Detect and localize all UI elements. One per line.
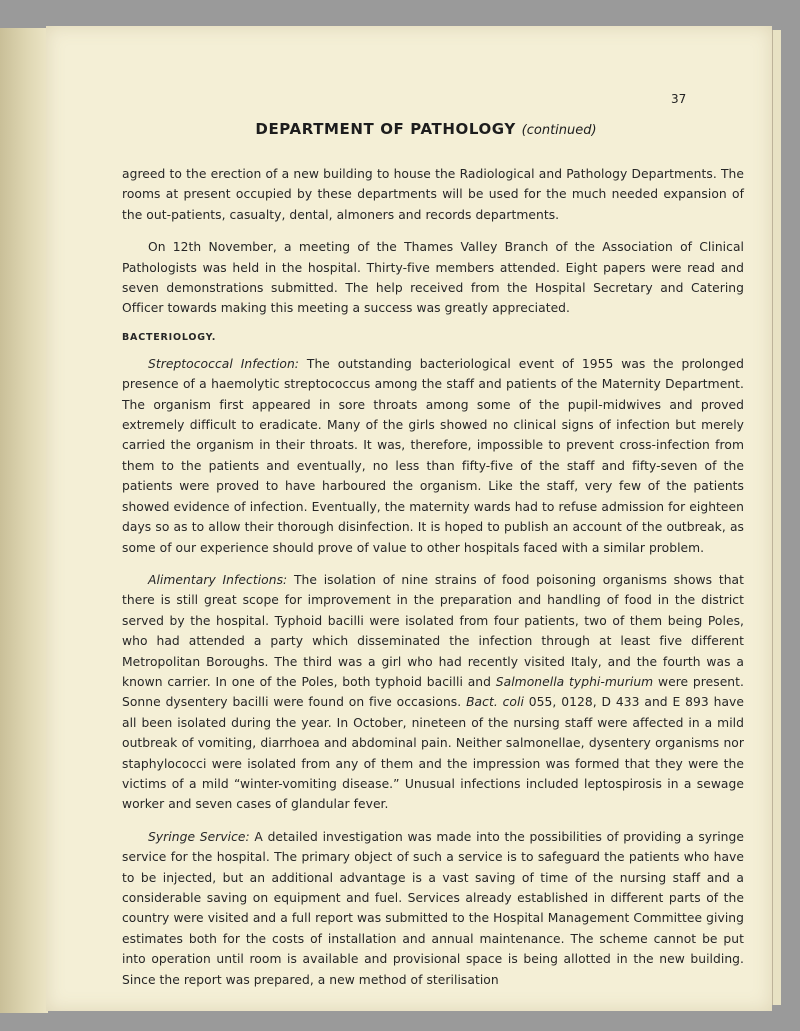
subheading-syringe: Syringe Service:	[148, 829, 250, 844]
alimentary-species: Salmonella typhi-murium	[495, 674, 654, 689]
body-text	[122, 164, 744, 1002]
page-number: 37	[671, 92, 687, 106]
alimentary-text-3: 055, 0128, D 433 and E 893 have all been isolated during the year. In October, nineteen of the nursing staff were affected in a mild outbreak of vomiting, diarrhoea and abdominal pain. Neither salmonellae, dysentery organisms nor staphylococci were isolated from any of them and the impression was formed that they were the victims of a mild “winter-vomiting disease.” Unusual infections included leptospirosis in a sewage worker and seven cases of glandular fever.	[122, 695, 744, 812]
paragraph-meeting: On 12th November, a meeting of the Thames Valley Branch of the Association of Clinical Pathologists was held in the hospital. Thirty-five members attended. Eight papers were read and seven demonstrations submitted. The help received from the Hospital Secretary and Catering Officer towards making this meeting a success was greatly appreciated.	[122, 240, 744, 316]
syringe-text: A detailed investigation was made into the possibilities of providing a syringe service for the hospital. The primary object of such a service is to safeguard the patients who have to be injected, but an additional advantage is a vast saving of time of the nursing staff and a considerable saving on equipment and fuel. Services already established in different parts of the country were visited and a full report was submitted to the Hospital Management Committee giving estimates both for the costs of installation and annual maintenance. The scheme cannot be put into operation until room is available and provisional space is being allotted in the new building. Since the report was prepared, a new method of sterilisation	[122, 829, 744, 987]
paragraph-streptococcal	[122, 354, 744, 558]
page-edge	[772, 30, 781, 1005]
paragraph-building: agreed to the erection of a new building to house the Radiological and Pathology Departments. The rooms at present occupied by these departments will be used for the much needed expansion of the out-patients, casualty, dental, almoners and records departments.	[122, 167, 744, 222]
alimentary-bact: Bact. coli	[466, 695, 524, 710]
book-spine-shadow	[0, 28, 48, 1013]
section-bacteriology: BACTERIOLOGY.	[122, 331, 217, 343]
document-page	[46, 26, 772, 1011]
page-heading	[46, 120, 772, 138]
alimentary-text-2: were present. Sonne dysentery bacilli were found on five occasions.	[122, 674, 744, 710]
alimentary-text-1: The isolation of nine strains of food poisoning organisms shows that there is still great scope for improvement in the preparation and handling of food in the district served by the hospital. Typhoid bacilli were isolated from four patients, two of them being Poles, who had attended a party which disseminated the infection through at least five different Metropolitan Boroughs. The third was a girl who had recently visited Italy, and the fourth was a known carrier. In one of the Poles, both typhoid bacilli and	[122, 572, 744, 689]
streptococcal-text: The outstanding bacteriological event of 1955 was the prolonged presence of a haemolytic streptococcus among the staff and patients of the Maternity Department. The organism first appeared in sore throats among some of the pupil-midwives and proved extremely difficult to eradicate. Many of the girls showed no clinical signs of infection but merely carried the organism in their throats. It was, therefore, impossible to prevent cross-infection from them to the patients and eventually, no less than fifty-five of the staff and fifty-seven of the patients were proved to have harboured the organism. Like the staff, very few of the patients showed evidence of infection. Eventually, the maternity wards had to refuse admission for eighteen days so as to allow their thorough disinfection. It is hoped to publish an account of the outbreak, as some of our experience should prove of value to other hospitals faced with a similar problem.	[122, 356, 744, 555]
subheading-alimentary: Alimentary Infections:	[148, 572, 288, 587]
paragraph-syringe	[122, 827, 744, 990]
subheading-streptococcal: Streptococcal Infection:	[148, 356, 299, 371]
heading-continued: (continued)	[521, 123, 597, 138]
heading-title: DEPARTMENT OF PATHOLOGY	[255, 120, 516, 138]
paragraph-alimentary	[122, 570, 744, 815]
